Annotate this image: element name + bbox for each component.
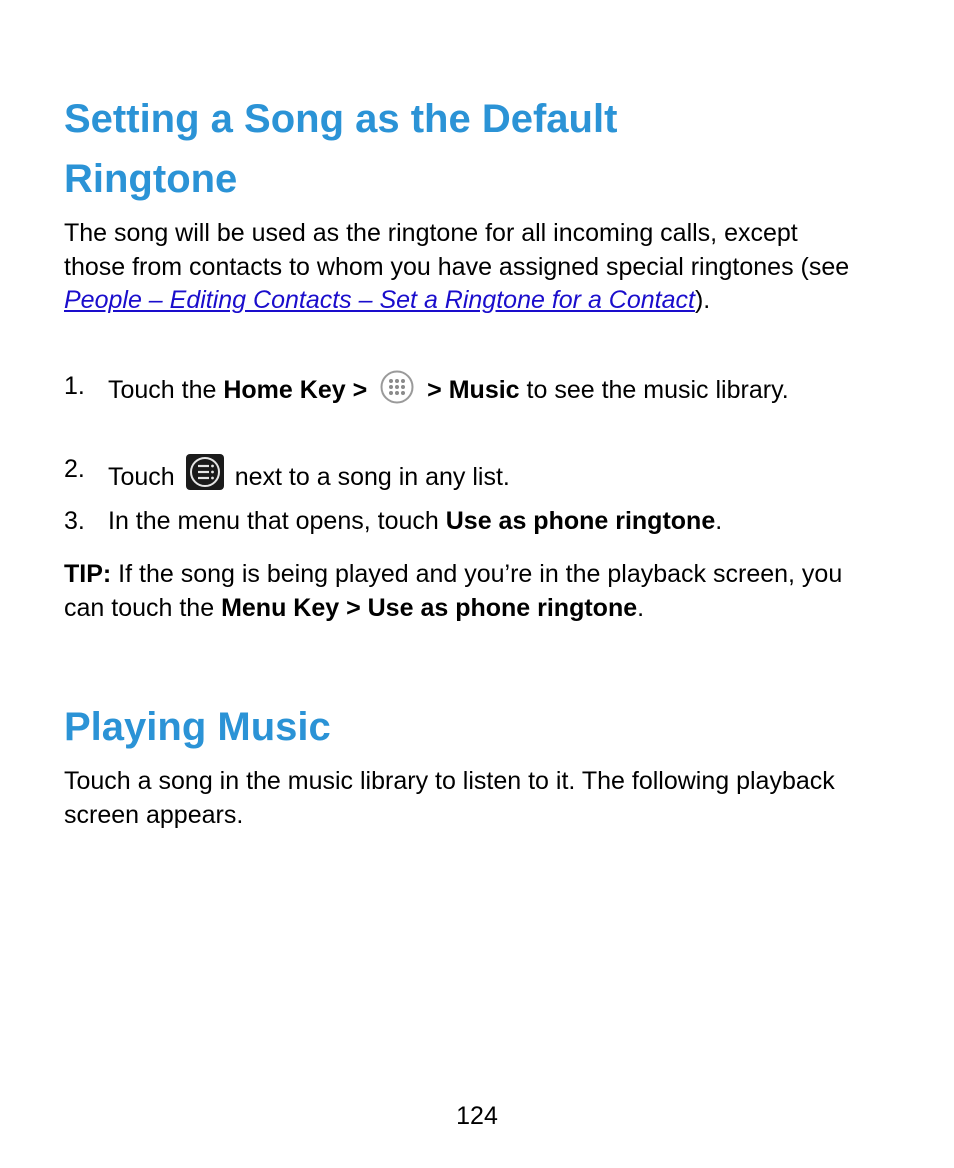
apps-grid-icon <box>377 370 417 414</box>
song-menu-icon <box>185 453 225 501</box>
section-title-line2: Ringtone <box>64 157 238 201</box>
intro-text-before-link: The song will be used as the ringtone for all incoming calls, except those from contacts to whom you have assigned special ringtones (see <box>64 219 850 281</box>
step-item <box>64 370 864 445</box>
intro-text-after-link: ). <box>694 286 711 314</box>
step-text: . <box>715 507 723 535</box>
step-item <box>64 505 864 539</box>
step-item <box>64 453 864 505</box>
step-text: to see the music library. <box>519 376 789 404</box>
tip-paragraph <box>64 558 864 625</box>
tip-text: . <box>637 593 645 622</box>
tip-label: TIP: <box>64 560 112 588</box>
tip-bold-text: Menu Key > Use as phone ringtone <box>221 593 638 622</box>
playing-music-paragraph: Touch a song in the music library to listen to it. The following playback screen appears. <box>64 767 835 829</box>
step-text: Touch the <box>108 376 224 404</box>
people-editing-contacts-link[interactable]: People – Editing Contacts – Set a Ringtone for a Contact <box>64 286 695 314</box>
step-bold-text: > Music <box>427 376 520 404</box>
step-text: In the menu that opens, touch <box>108 507 446 535</box>
page-number: 124 <box>456 1102 498 1130</box>
step-number: 3. <box>64 507 85 535</box>
step-number: 2. <box>64 455 85 483</box>
step-text: Touch <box>108 463 175 491</box>
step-number: 1. <box>64 372 85 400</box>
section-title-playing-music: Playing Music <box>64 705 331 749</box>
section-title-default-ringtone <box>64 89 864 209</box>
step-text: next to a song in any list. <box>234 463 510 491</box>
steps-list <box>64 370 864 539</box>
step-bold-text: Home Key > <box>223 376 368 404</box>
step-bold-text: Use as phone ringtone <box>445 507 716 535</box>
intro-paragraph <box>64 217 864 318</box>
section-title-line1: Setting a Song as the Default <box>64 97 618 141</box>
tip-text: If the song is being played and you’re in the playback screen, you can touch the <box>64 560 843 622</box>
